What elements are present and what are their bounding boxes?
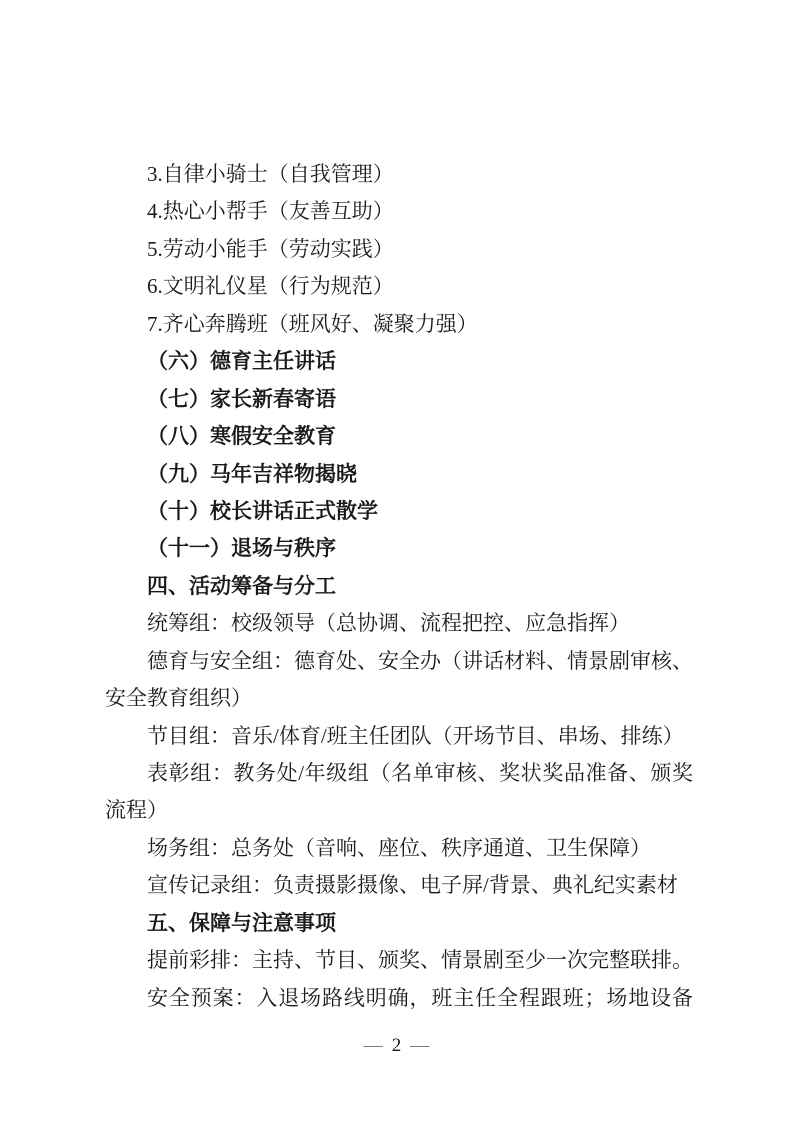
award-list-item: 5.劳动小能手（劳动实践）: [147, 236, 394, 261]
agenda-section-heading: （十一）退场与秩序: [147, 536, 336, 561]
agenda-section-heading: （九）马年吉祥物揭晓: [147, 461, 357, 486]
body-line: 表彰组：教务处/年级组（名单审核、奖状奖品准备、颁奖: [147, 761, 693, 785]
agenda-section-heading: （八）寒假安全教育: [147, 424, 336, 449]
body-line: 宣传记录组：负责摄影摄像、电子屏/背景、典礼纪实素材: [147, 873, 678, 898]
body-line: 统筹组：校级领导（总协调、流程把控、应急指挥）: [147, 611, 630, 636]
page-footer: [0, 1027, 793, 1064]
award-list-item: 6.文明礼仪星（行为规范）: [147, 274, 394, 299]
agenda-section-heading: （六）德育主任讲话: [147, 349, 336, 374]
body-line: 场务组：总务处（音响、座位、秩序通道、卫生保障）: [147, 835, 651, 860]
award-list-item: 4.热心小帮手（友善互助）: [147, 199, 394, 224]
award-list-item: 7.齐心奔腾班（班风好、凝聚力强）: [147, 311, 478, 336]
section-heading-5: 五、保障与注意事项: [147, 910, 336, 935]
section-heading-4: 四、活动筹备与分工: [147, 573, 336, 598]
body-line: 安全预案：入退场路线明确，班主任全程跟班；场地设备: [147, 985, 693, 1010]
page-number-dash-right: —: [410, 1035, 430, 1056]
page-number: 2: [391, 1035, 402, 1056]
body-line: 节目组：音乐/体育/班主任团队（开场节目、串场、排练）: [147, 723, 684, 748]
agenda-section-heading: （七）家长新春寄语: [147, 386, 336, 411]
body-line: 德育与安全组：德育处、安全办（讲话材料、情景剧审核、: [147, 648, 693, 673]
page-number-dash-left: —: [363, 1035, 383, 1056]
document-text-block: [105, 156, 693, 1017]
award-list-item: 3.自律小骑士（自我管理）: [147, 162, 394, 186]
agenda-section-heading: （十）校长讲话正式散学: [147, 498, 378, 523]
body-line-continuation: 流程）: [105, 798, 168, 823]
body-line: 提前彩排：主持、节目、颁奖、情景剧至少一次完整联排。: [147, 948, 693, 973]
body-line-continuation: 安全教育组织）: [105, 686, 252, 711]
